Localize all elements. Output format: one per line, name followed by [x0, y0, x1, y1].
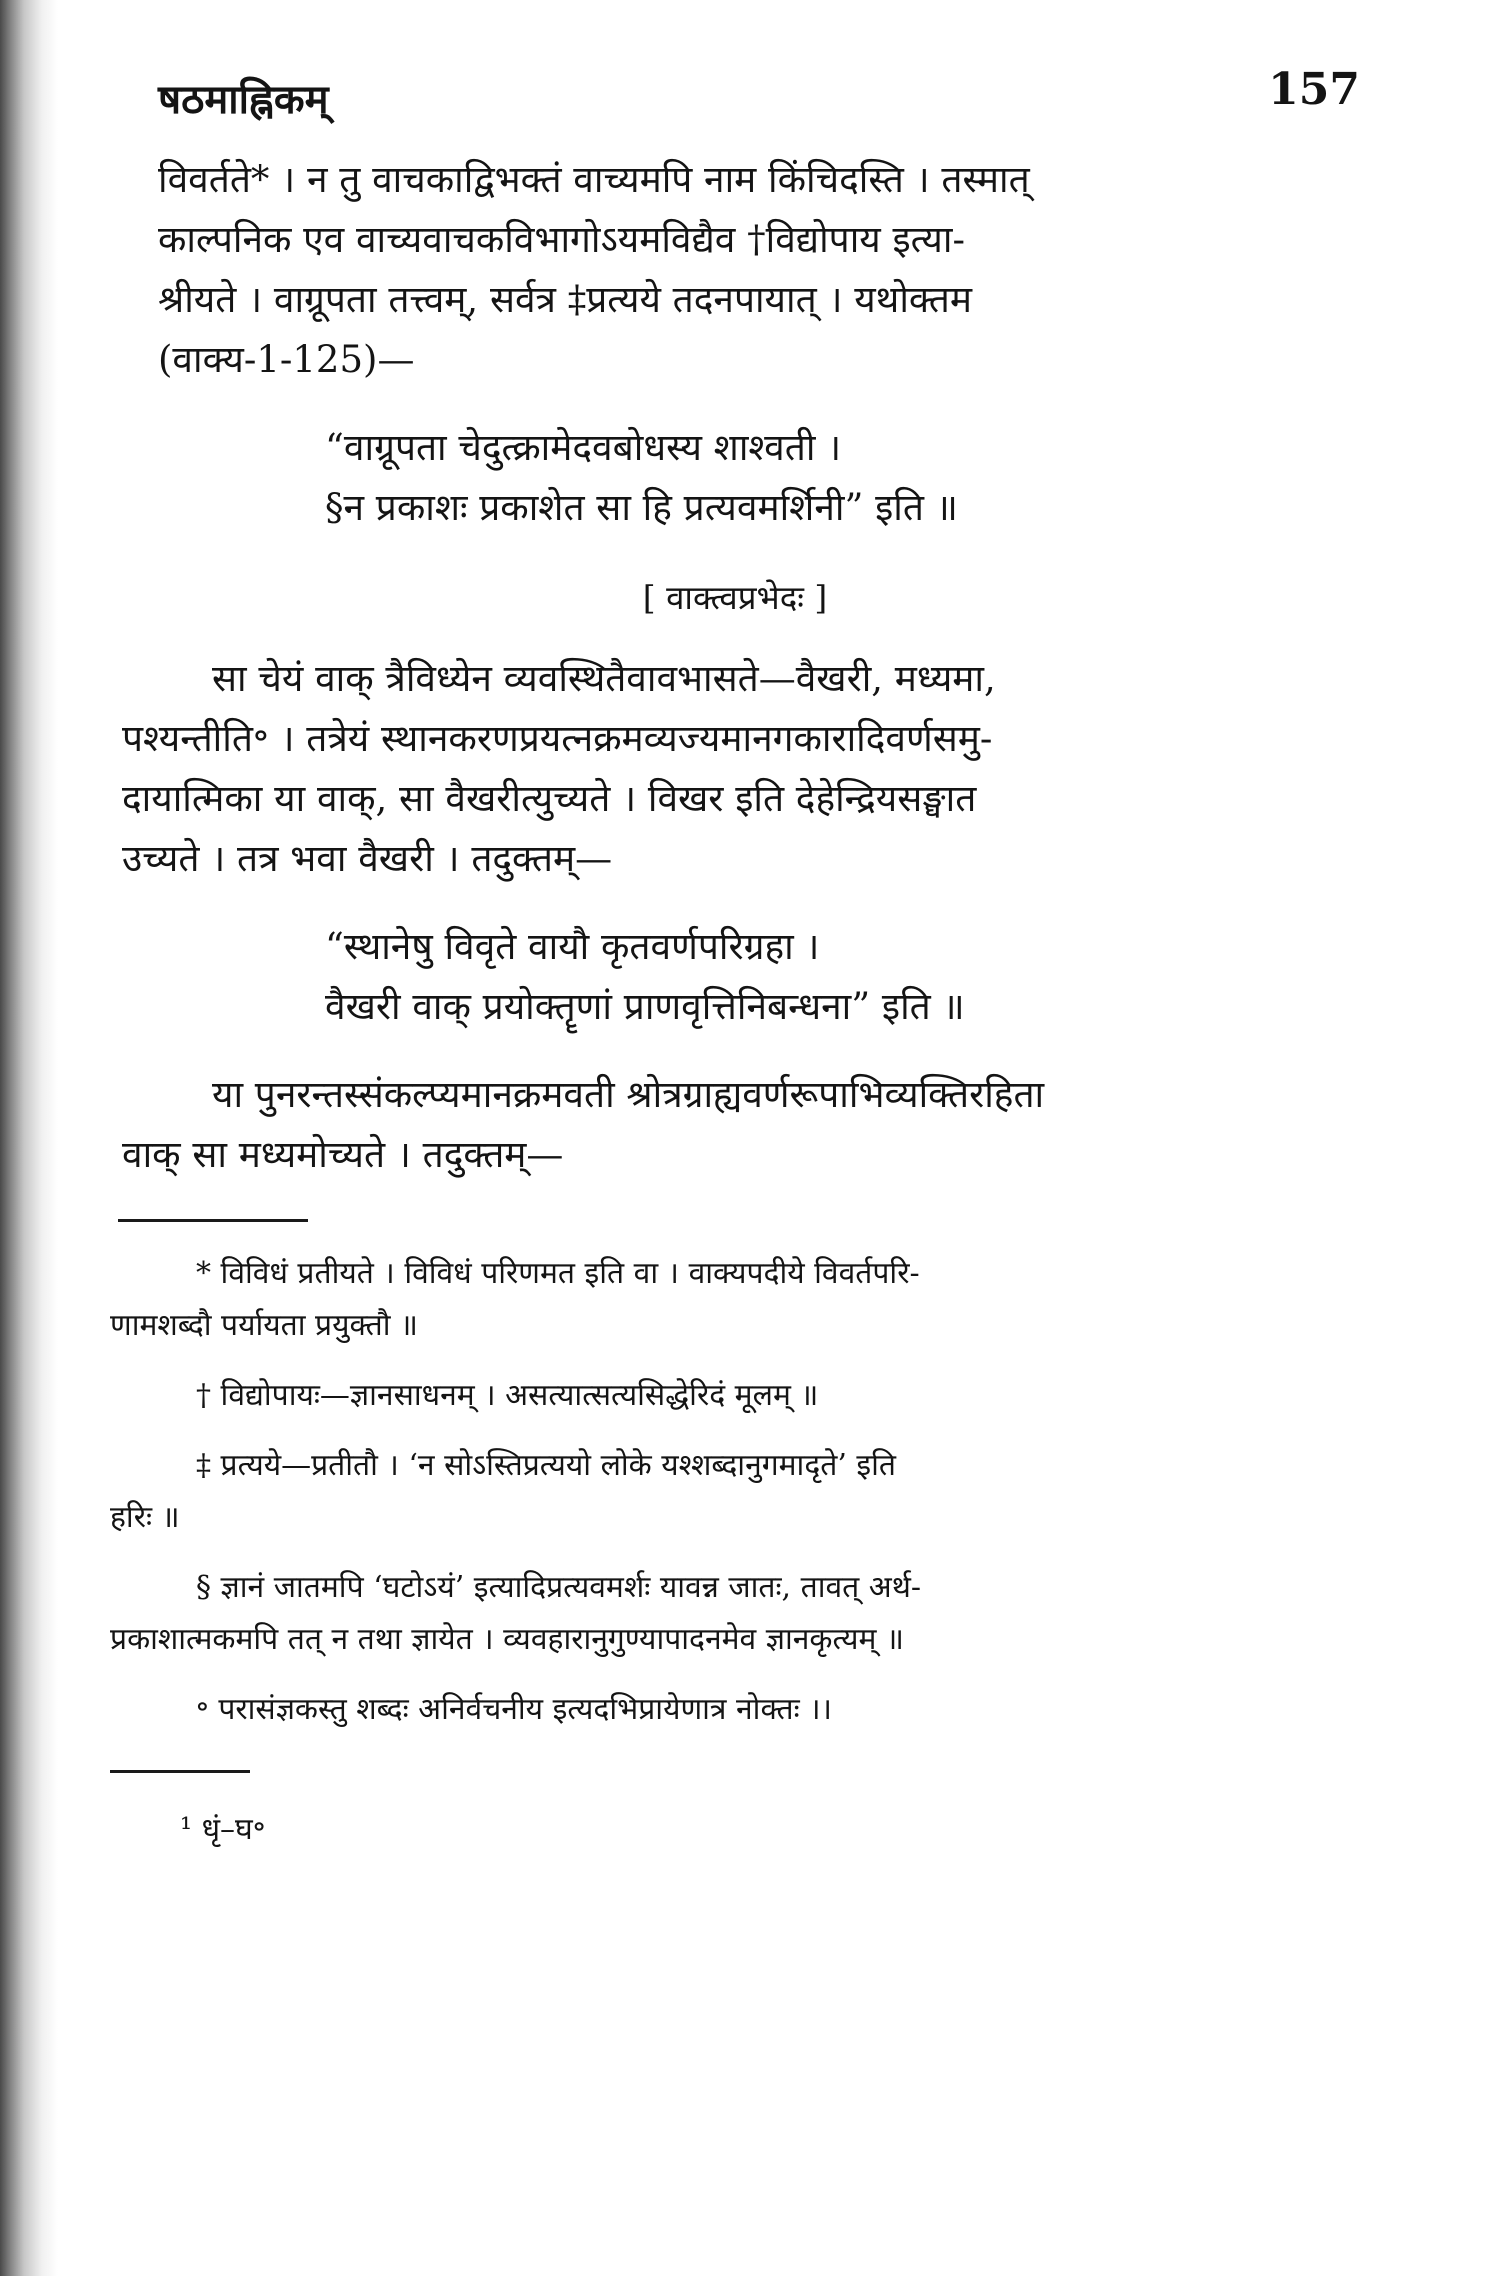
footnote-mark: †	[196, 1378, 211, 1413]
paragraph-2-line: सा चेयं वाक् त्रैविध्येन व्यवस्थितैवावभासते—वैखरी, मध्यमा,	[212, 657, 996, 700]
footnote-dagger	[110, 1370, 1360, 1422]
verse-1	[325, 418, 1360, 538]
paragraph-3-line: वाक् सा मध्यमोच्यते । तदुक्तम्—	[122, 1133, 564, 1176]
footnote-mark: ‡	[196, 1448, 211, 1483]
verse-2	[325, 917, 1360, 1037]
paragraph-1-line: (वाक्य-1-125)—	[158, 338, 415, 381]
variant-divider	[110, 1770, 250, 1773]
footnote-line: णामशब्दौ पर्यायता प्रयुक्तौ ॥	[110, 1308, 418, 1343]
paragraph-2-line: दायात्मिका या वाक्, सा वैखरीत्युच्यते । विखर इति देहेन्द्रियसङ्घात	[122, 777, 977, 820]
paragraph-3	[110, 1065, 1360, 1185]
footnote-line: परासंज्ञकस्तु शब्दः अनिर्वचनीय इत्यदभिप्रायेणात्र नोक्तः ।।	[218, 1692, 832, 1727]
footnote-line: हरिः ॥	[110, 1500, 180, 1535]
footnotes	[110, 1248, 1360, 1736]
paragraph-2	[110, 649, 1360, 889]
verse-2-line-2: वैखरी वाक् प्रयोक्तॄणां प्राणवृत्तिनिबन्धना” इति ॥	[325, 985, 965, 1028]
verse-1-line-1: “वाग्रूपता चेदुत्क्रामेदवबोधस्य शाश्वती ।	[325, 426, 842, 469]
verse-2-line-1: “स्थानेषु विवृते वायौ कृतवर्णपरिग्रहा ।	[325, 925, 820, 968]
section-title: [ वाक्त्वप्रभेदः ]	[642, 578, 828, 617]
footnote-section	[110, 1562, 1360, 1666]
verse-1-line-2: §न प्रकाशः प्रकाशेत सा हि प्रत्यवमर्शिनी” इति ॥	[325, 486, 958, 529]
variant-reading-note: ¹ धृं–घ॰	[180, 1812, 266, 1847]
paragraph-1-line: विवर्तते* । न तु वाचकाद्विभक्तं वाच्यमपि नाम किंचिदस्ति । तस्मात्	[158, 158, 1030, 201]
footnote-double-dagger	[110, 1440, 1360, 1544]
footnote-line: विद्योपायः—ज्ञानसाधनम् । असत्यात्सत्यसिद्धेरिदं मूलम् ॥	[220, 1378, 819, 1413]
footnote-line: प्रकाशात्मकमपि तत् न तथा ज्ञायेत । व्यवहारानुगुण्यापादनमेव ज्ञानकृत्यम् ॥	[110, 1622, 905, 1657]
paragraph-1-line: काल्पनिक एव वाच्यवाचकविभागोऽयमविद्यैव †विद्योपाय इत्या-	[158, 218, 965, 261]
footnote-mark: §	[196, 1570, 211, 1605]
footnote-mark: ॰	[196, 1692, 209, 1727]
footnote-line: प्रत्यये—प्रतीतौ । ‘न सोऽस्तिप्रत्ययो लोके यश्शब्दानुगमादृते’ इति	[220, 1448, 897, 1483]
book-page	[110, 60, 1360, 2210]
paragraph-1-line: श्रीयते । वाग्रूपता तत्त्वम्, सर्वत्र ‡प्रत्यये तदनपायात् । यथोक्तम	[158, 278, 972, 321]
footnote-circle	[110, 1684, 1360, 1736]
page-number: 157	[1268, 64, 1360, 115]
running-head: षठमाह्निकम्	[158, 76, 329, 123]
footnote-line: ज्ञानं जातमपि ‘घटोऽयं’ इत्यादिप्रत्यवमर्शः यावन्न जातः, तावत् अर्थ-	[220, 1570, 922, 1605]
footnote-asterisk	[110, 1248, 1360, 1352]
paragraph-2-line: उच्यते । तत्र भवा वैखरी । तदुक्तम्—	[122, 837, 613, 880]
paragraph-2-line: पश्यन्तीति॰ । तत्रेयं स्थानकरणप्रयत्नक्रमव्यज्यमानगकारादिवर्णसमु-	[122, 717, 993, 760]
page-header	[110, 60, 1360, 150]
paragraph-1	[110, 150, 1360, 390]
footnote-line: विविधं प्रतीयते । विविधं परिणमत इति वा । वाक्यपदीये विवर्तपरि-	[220, 1256, 920, 1291]
scan-shadow-edge	[0, 0, 58, 2276]
footnote-divider	[118, 1219, 308, 1222]
paragraph-3-line: या पुनरन्तस्संकल्प्यमानक्रमवती श्रोत्रग्राह्यवर्णरूपाभिव्यक्तिरहिता	[212, 1073, 1045, 1116]
footnote-mark: *	[196, 1256, 211, 1291]
